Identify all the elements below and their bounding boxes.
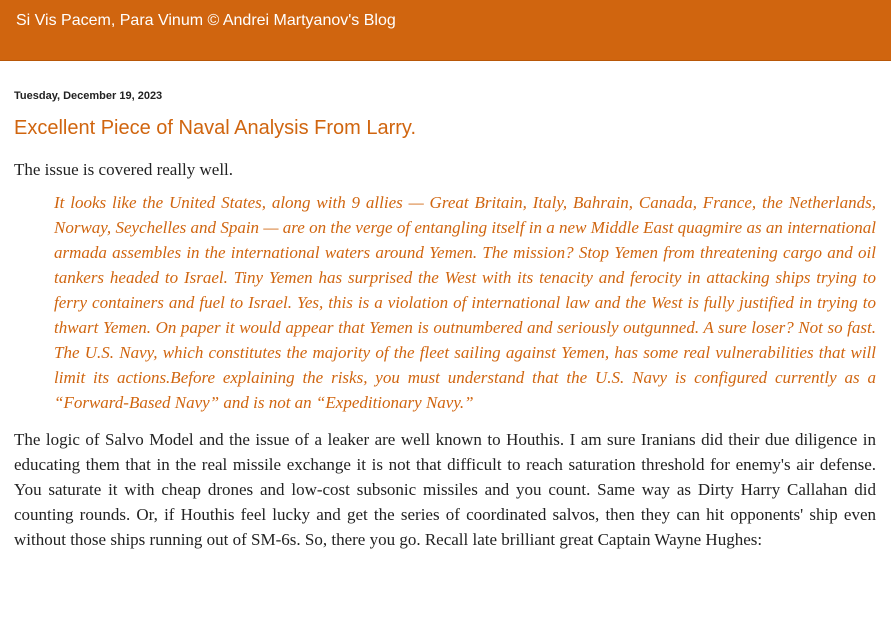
post-title-link[interactable]: Excellent Piece of Naval Analysis From Larry.: [14, 117, 417, 139]
site-title-link[interactable]: Si Vis Pacem, Para Vinum © Andrei Martyanov's Blog: [16, 12, 396, 29]
quoted-excerpt: It looks like the United States, along with 9 allies — Great Britain, Italy, Bahrain, Canada, France, the Netherlands, Norway, Seychelles and Spain — are on the verge of entangling itself in a new Middle East quagmire as an international armada assembles in the international waters around Yemen. The mission? Stop Yemen from threatening cargo and oil tankers headed to Israel. Tiny Yemen has surprised the West with its tenacity and ferocity in attacking ships trying to ferry containers and fuel to Israel. Yes, this is a violation of international law and the West is fully justified in trying to thwart Yemen. On paper it would appear that Yemen is outnumbered and seriously outgunned. A sure loser? Not so fast. The U.S. Navy, which constitutes the majority of the fleet sailing against Yemen, has some real vulnerabilities that will limit its actions.Before explaining the risks, you must understand that the U.S. Navy is configured currently as a “Forward-Based Navy” and is not an “Expeditionary Navy.”: [54, 193, 876, 412]
post-body-paragraph: The logic of Salvo Model and the issue of a leaker are well known to Houthis. I am sure Iranians did their due diligence in educating them that in the real missile exchange it is not that difficult to reach saturation threshold for enemy's air defense. You saturate it with cheap drones and low-cost subsonic missiles and you count. Same way as Dirty Harry Callahan did counting rounds. Or, if Houthis feel lucky and get the series of coordinated salvos, then they can hit opponents' ship even without those ships running out of SM-6s. So, there you go. Recall late brilliant great Captain Wayne Hughes:: [14, 430, 876, 549]
post-date: Tuesday, December 19, 2023: [14, 90, 163, 102]
post-intro-text: The issue is covered really well.: [14, 160, 234, 179]
blog-post: [14, 90, 876, 552]
blog-header-bar: [0, 0, 891, 61]
